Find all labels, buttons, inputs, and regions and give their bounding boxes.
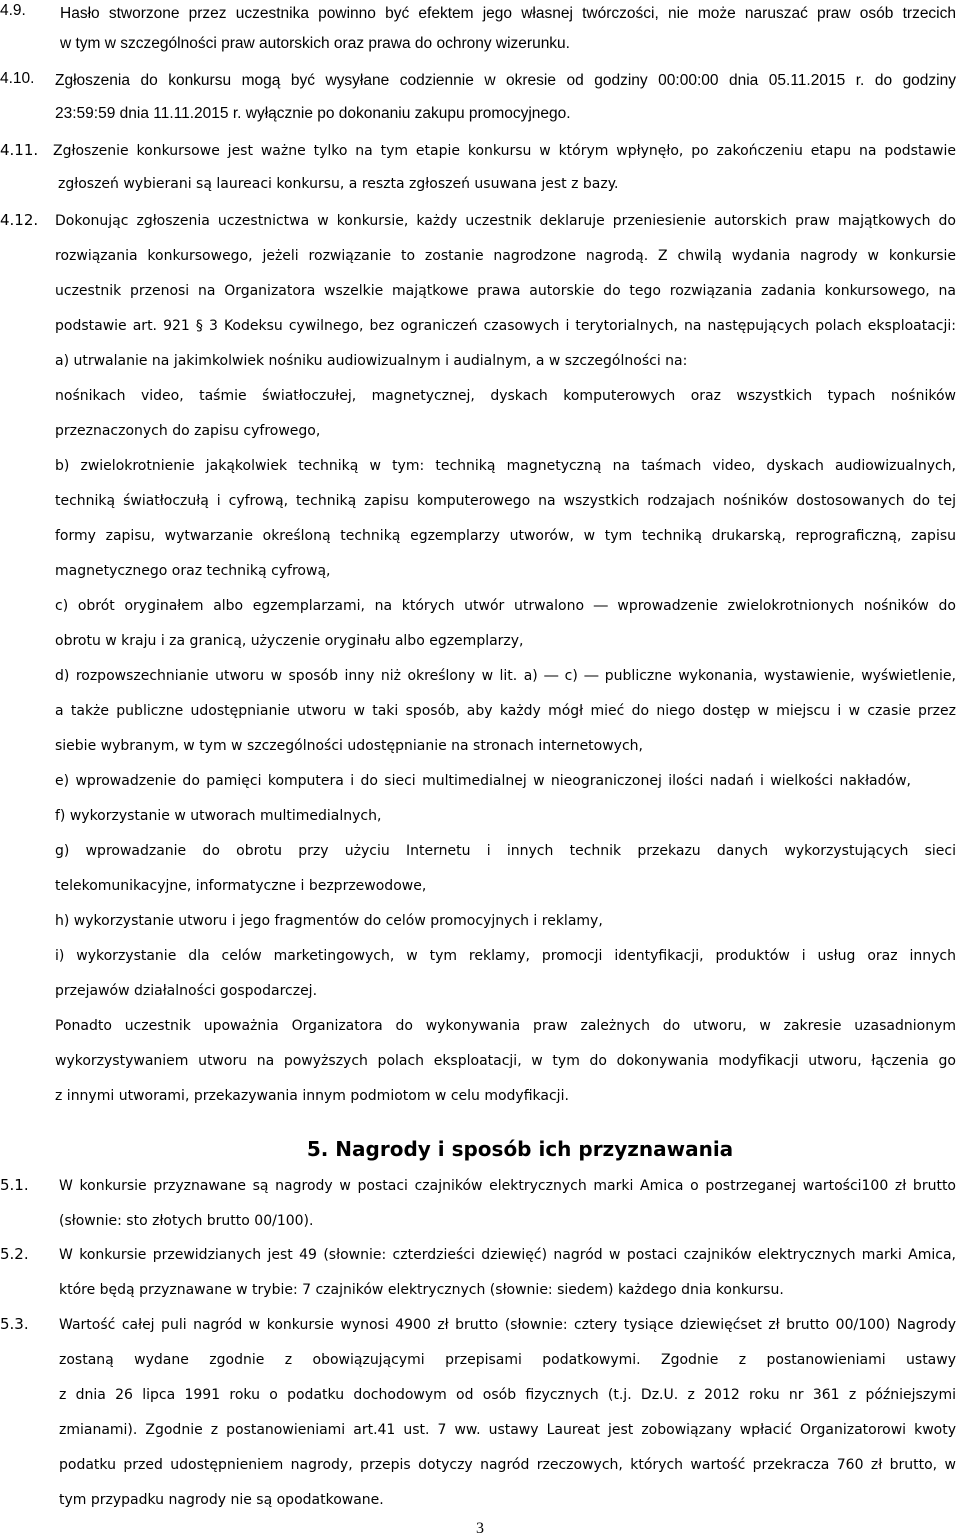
clause-number: 4.10. <box>0 70 35 87</box>
clause-line: które będą przyznawane w trybie: 7 czajników elektrycznych (słownie: siedem) każdego dnia konkursu. <box>59 1282 784 1298</box>
clause-line: z dnia 26 lipca 1991 roku o podatku dochodowym od osób fizycznych (t.j. Dz.U. z 2012 roku nr 361 z późniejszymi <box>59 1387 956 1403</box>
clause-line: przejawów działalności gospodarczej. <box>55 983 318 999</box>
clause-line: uczestnik przenosi na Organizatora wszelkie majątkowe prawa autorskie do tego rozwiązania zadania konkursowego, na <box>55 283 956 299</box>
clause-line: Hasło stworzone przez uczestnika powinno być efektem jego własnej twórczości, nie może naruszać praw osób trzecich <box>60 5 956 22</box>
clause-line: rozwiązania konkursowego, jeżeli rozwiązanie to zostanie nagrodzone nagrodą. Z chwilą wydania nagrody w konkursie <box>55 248 956 264</box>
clause-line: zgłoszeń wybierani są laureaci konkursu, a reszta zgłoszeń usuwana jest z bazy. <box>58 176 619 192</box>
clause-line: wykorzystywaniem utworu na powyższych polach eksploatacji, w tym do dokonywania modyfikacji utworu, łączenia go <box>55 1053 956 1069</box>
clause-line: tym przypadku nagrody nie są opodatkowane. <box>59 1492 384 1508</box>
clause-line: b) zwielokrotnienie jakąkolwiek techniką w tym: techniką magnetyczną na taśmach video, dyskach audiowizualnych, <box>55 458 956 474</box>
clause-line: obrotu w kraju i za granicą, użyczenie oryginału albo egzemplarzy, <box>55 633 524 649</box>
clause-line: podatku przed udostępnieniem nagrody, przepis dotyczy nagród rzeczowych, których wartość przekracza 760 zł brutto, w <box>59 1457 956 1473</box>
clause-line: d) rozpowszechnianie utworu w sposób inny niż określony w lit. a) ― c) ― publiczne wykonania, wystawienie, wyświetlenie, <box>55 668 956 684</box>
clause-line: Wartość całej puli nagród w konkursie wynosi 4900 zł brutto (słownie: cztery tysiące dziewięćset zł brutto 00/100) Nagrody <box>59 1317 956 1333</box>
clause-line: zostaną wydane zgodnie z obowiązującymi przepisami podatkowymi. Zgodnie z postanowieniami ustawy <box>59 1352 956 1368</box>
clause-line: W konkursie przewidzianych jest 49 (słownie: czterdzieści dziewięć) nagród w postaci czajników elektrycznych marki Amica, <box>59 1247 956 1263</box>
clause-number: 4.11. <box>0 141 39 159</box>
clause-line: telekomunikacyjne, informatyczne i bezprzewodowe, <box>55 878 427 894</box>
clause-line: podstawie art. 921 § 3 Kodeksu cywilnego, bez ograniczeń czasowych i terytorialnych, na następujących polach eksploatacji: <box>55 318 956 334</box>
clause-line: zmianami). Zgodnie z postanowieniami art.41 ust. 7 ww. ustawy Laureat jest zobowiązany wpłacić Organizatorowi kwoty <box>59 1422 956 1438</box>
clause-line: z innymi utworami, przekazywania innym podmiotom w celu modyfikacji. <box>55 1088 569 1104</box>
section-heading: 5. Nagrody i sposób ich przyznawania <box>306 1137 734 1161</box>
clause-number: 5.2. <box>0 1245 29 1263</box>
clause-number: 4.9. <box>0 2 26 19</box>
clause-number: 5.1. <box>0 1176 29 1194</box>
clause-line: Zgłoszenie konkursowe jest ważne tylko na tym etapie konkursu w którym wpłynęło, po zakończeniu etapu na podstawie <box>53 143 956 159</box>
clause-line: Zgłoszenia do konkursu mogą być wysyłane codziennie w okresie od godziny 00:00:00 dnia 05.11.2015 r. do godziny <box>55 72 956 89</box>
clause-line: W konkursie przyznawane są nagrody w postaci czajników elektrycznych marki Amica o postrzeganej wartości100 zł brutto <box>59 1178 956 1194</box>
clause-line: nośnikach video, taśmie światłoczułej, magnetycznej, dyskach komputerowych oraz wszystkich typach nośników <box>55 388 956 404</box>
clause-line: e) wprowadzenie do pamięci komputera i do sieci multimedialnej w nieograniczonej ilości nadań i wielkości nakładów, <box>55 773 911 789</box>
clause-line: w tym w szczególności praw autorskich oraz prawa do ochrony wizerunku. <box>60 35 570 52</box>
clause-line: c) obrót oryginałem albo egzemplarzami, na których utwór utrwalono ― wprowadzenie zwielokrotnionych nośników do <box>55 598 956 614</box>
clause-number: 4.12. <box>0 211 39 229</box>
clause-line: Dokonując zgłoszenia uczestnictwa w konkursie, każdy uczestnik deklaruje przeniesienie autorskich praw majątkowych do <box>55 213 956 229</box>
clause-number: 5.3. <box>0 1315 29 1333</box>
clause-line: f) wykorzystanie w utworach multimedialnych, <box>55 808 382 824</box>
clause-line: magnetycznego oraz techniką cyfrową, <box>55 563 331 579</box>
clause-line: h) wykorzystanie utworu i jego fragmentów do celów promocyjnych i reklamy, <box>55 913 603 929</box>
clause-line: a także publiczne udostępnianie utworu w taki sposób, aby każdy mógł mieć do niego dostęp w miejscu i w czasie przez <box>55 703 956 719</box>
clause-line: techniką światłoczułą i cyfrową, techniką zapisu komputerowego na wszystkich rodzajach nośników dostosowanych do tej <box>55 493 956 509</box>
clause-line: a) utrwalanie na jakimkolwiek nośniku audiowizualnym i audialnym, a w szczególności na: <box>55 353 688 369</box>
clause-line: formy zapisu, wytwarzanie określoną techniką egzemplarzy utworów, w tym techniką drukarską, reprograficzną, zapisu <box>55 528 956 544</box>
clause-line: (słownie: sto złotych brutto 00/100). <box>59 1213 314 1229</box>
clause-line: g) wprowadzanie do obrotu przy użyciu Internetu i innych technik przekazu danych wykorzystujących sieci <box>55 843 956 859</box>
clause-line: 23:59:59 dnia 11.11.2015 r. wyłącznie po dokonaniu zakupu promocyjnego. <box>55 105 571 122</box>
clause-line: przeznaczonych do zapisu cyfrowego, <box>55 423 321 439</box>
clause-line: i) wykorzystanie dla celów marketingowych, w tym reklamy, promocji identyfikacji, produktów i usług oraz innych <box>55 948 956 964</box>
page-number: 3 <box>476 1520 484 1537</box>
clause-line: siebie wybranym, w tym w szczególności udostępnianie na stronach internetowych, <box>55 738 643 754</box>
clause-line: Ponadto uczestnik upoważnia Organizatora do wykonywania praw zależnych do utworu, w zakresie uzasadnionym <box>55 1018 956 1034</box>
